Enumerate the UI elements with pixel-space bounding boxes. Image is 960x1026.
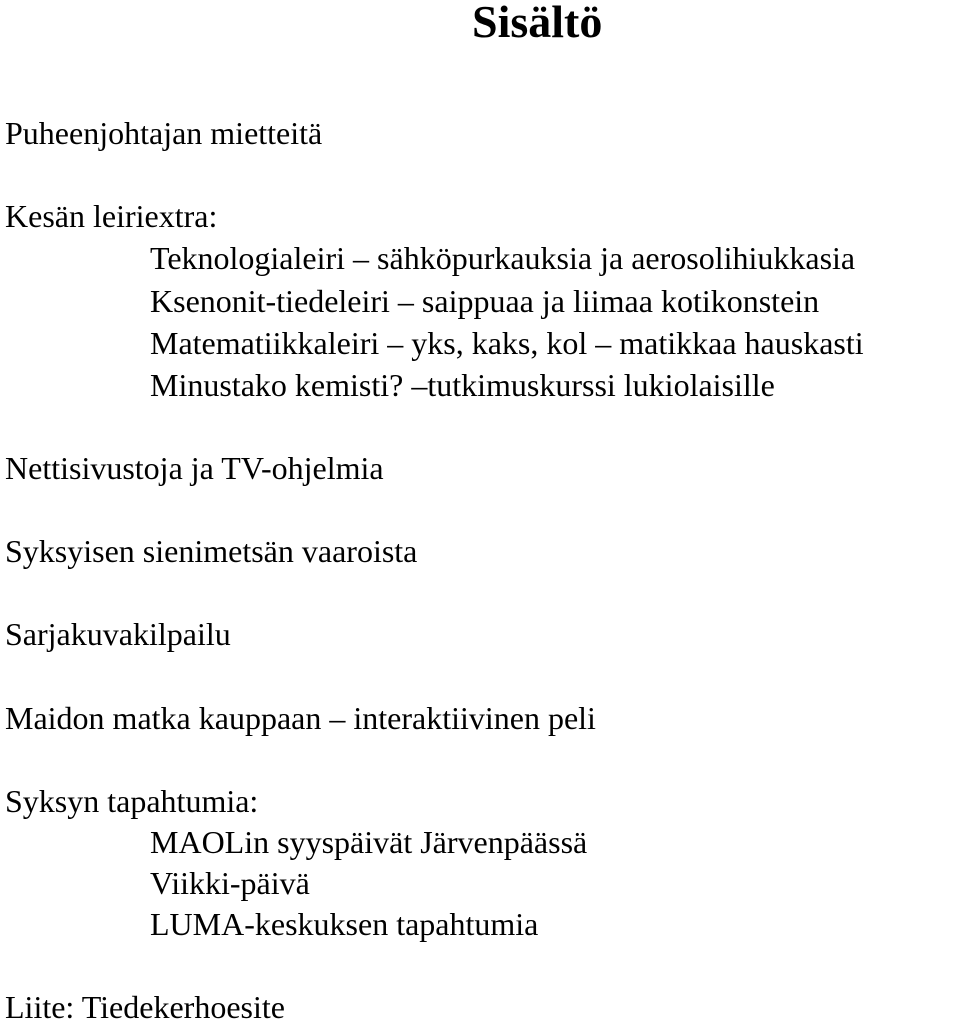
page-title: Sisältö [472,0,603,47]
toc-heading-syksyn-tapahtumia: Syksyn tapahtumia: [5,783,259,819]
toc-item-maidon-matka: Maidon matka kauppaan – interaktiivinen peli [5,700,596,736]
toc-subitem-matematiikkaleiri: Matematiikkaleiri – yks, kaks, kol – matikkaa hauskasti [150,325,864,361]
toc-item-nettisivustoja: Nettisivustoja ja TV-ohjelmia [5,450,384,486]
toc-subitem-maolin-syyspaivat: MAOLin syyspäivät Järvenpäässä [150,824,588,860]
toc-item-sarjakuvakilpailu: Sarjakuvakilpailu [5,616,231,652]
toc-subitem-viikki-paiva: Viikki-päivä [150,865,310,901]
toc-subitem-minustako-kemisti: Minustako kemisti? –tutkimuskurssi lukiolaisille [150,367,775,403]
toc-subitem-luma-keskus: LUMA-keskuksen tapahtumia [150,906,539,942]
toc-item-liite: Liite: Tiedekerhoesite [5,989,285,1025]
toc-item-sienimetsa: Syksyisen sienimetsän vaaroista [5,533,418,569]
toc-subitem-ksenonit-tiedeleiri: Ksenonit-tiedeleiri – saippuaa ja liimaa kotikonstein [150,283,820,319]
toc-item-puheenjohtajan-mietteita: Puheenjohtajan mietteitä [5,115,323,151]
toc-subitem-teknologialeiri: Teknologialeiri – sähköpurkauksia ja aerosolihiukkasia [150,240,856,276]
toc-heading-kesan-leiriextra: Kesän leiriextra: [5,198,218,234]
